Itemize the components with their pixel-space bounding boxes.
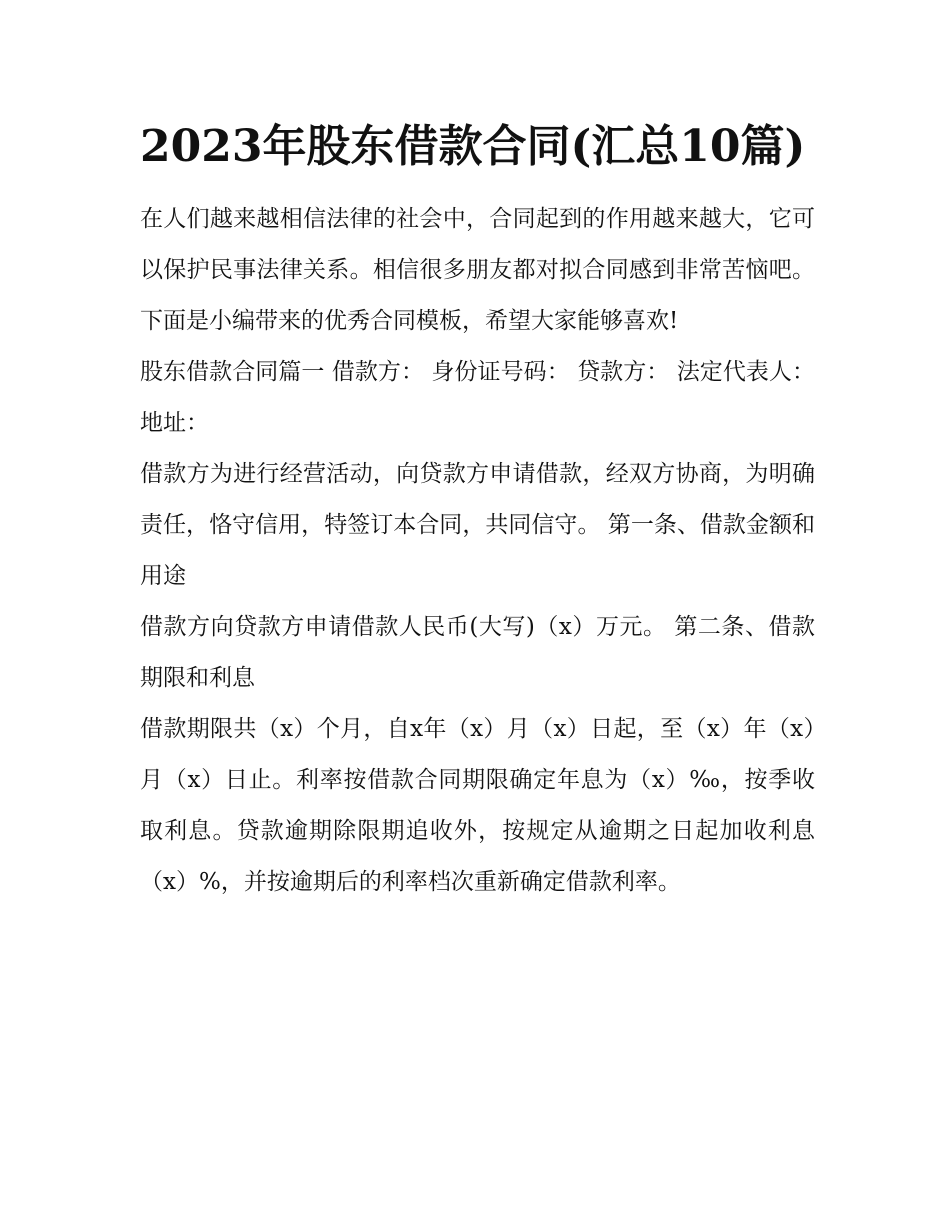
parties-paragraph: 股东借款合同篇一 借款方： 身份证号码： 贷款方： 法定代表人： 地址： [140,359,815,436]
document-title: 2023年股东借款合同(汇总10篇) [140,121,806,172]
term-interest-paragraph: 借款期限共（x）个月，自x年（x）月（x）日起，至（x）年（x）月（x）日止。利率按借款合同期限确定年息为（x）‰，按季收取利息。贷款逾期除限期追收外，按规定从逾期之日起加收利息（x）%，并按逾期后的利率档次重新确定借款利率。 [140,716,815,895]
amount-paragraph: 借款方向贷款方申请借款人民币(大写)（x）万元。 第二条、借款期限和利息 [140,614,815,691]
intro-paragraph: 在人们越来越相信法律的社会中，合同起到的作用越来越大，它可以保护民事法律关系。相信很多朋友都对拟合同感到非常苦恼吧。下面是小编带来的优秀合同模板，希望大家能够喜欢! [140,206,815,334]
purpose-paragraph: 借款方为进行经营活动，向贷款方申请借款，经双方协商，为明确责任，恪守信用，特签订本合同，共同信守。 第一条、借款金额和用途 [140,461,815,589]
document-page [140,112,815,908]
